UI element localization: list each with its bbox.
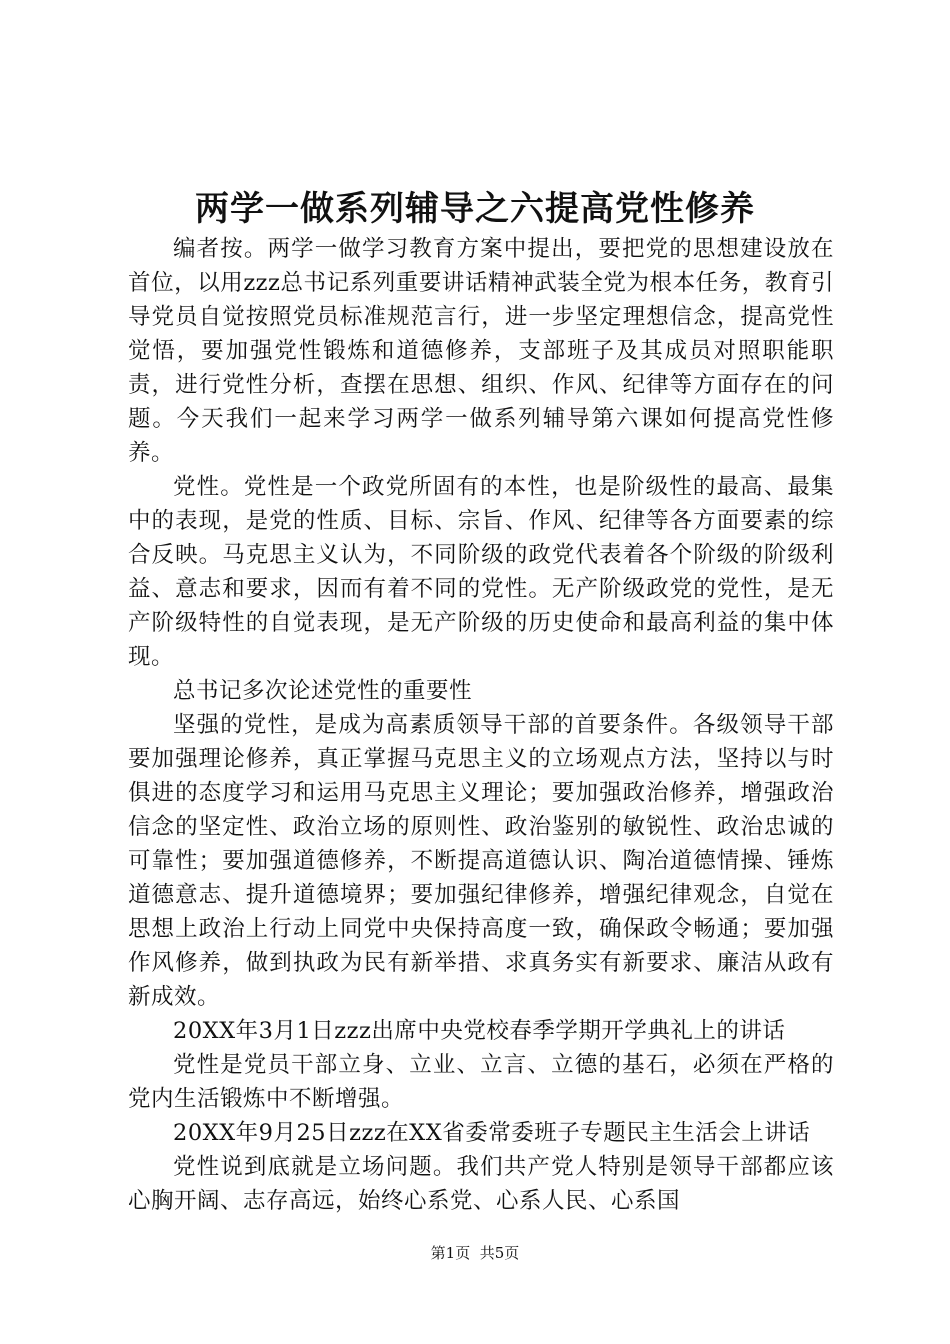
- page-footer: [0, 1243, 950, 1263]
- page-number: 第1页: [430, 1244, 471, 1262]
- page-total: 共5页: [479, 1244, 520, 1262]
- paragraph-source-speech-1: 20XX年3月1日zzz出席中央党校春季学期开学典礼上的讲话: [173, 1018, 786, 1044]
- paragraph-heading-importance: 总书记多次论述党性的重要性: [173, 678, 473, 704]
- document-body: [128, 232, 834, 1218]
- document-title: 两学一做系列辅导之六提高党性修养: [195, 189, 755, 229]
- paragraph-cornerstone: 党性是党员干部立身、立业、立言、立德的基石，必须在严格的党内生活锻炼中不断增强。: [128, 1052, 834, 1112]
- paragraph-strong-party-spirit: 坚强的党性，是成为高素质领导干部的首要条件。各级领导干部要加强理论修养，真正掌握马克思主义的立场观点方法，坚持以与时俱进的态度学习和运用马克思主义理论；要加强政治修养，增强政治信念的坚定性、政治立场的原则性、政治鉴别的敏锐性、政治忠诚的可靠性；要加强道德修养，不断提高道德认识、陶冶道德情操、锤炼道德意志、提升道德境界；要加强纪律修养，增强纪律观念，自觉在思想上政治上行动上同党中央保持高度一致，确保政令畅通；要加强作风修养，做到执政为民有新举措、求真务实有新要求、廉洁从政有新成效。: [128, 712, 834, 1010]
- paragraph-source-speech-2: 20XX年9月25日zzz在XX省委常委班子专题民主生活会上讲话: [173, 1120, 811, 1146]
- paragraph-party-spirit: 党性。党性是一个政党所固有的本性，也是阶级性的最高、最集中的表现，是党的性质、目标、宗旨、作风、纪律等各方面要素的综合反映。马克思主义认为，不同阶级的政党代表着各个阶级的阶级利益、意志和要求，因而有着不同的党性。无产阶级政党的党性，是无产阶级特性的自觉表现，是无产阶级的历史使命和最高利益的集中体现。: [128, 474, 834, 670]
- paragraph-editor-note: 编者按。两学一做学习教育方案中提出，要把党的思想建设放在首位，以用zzz总书记系列重要讲话精神武装全党为根本任务，教育引导党员自觉按照党员标准规范言行，进一步坚定理想信念，提高党性觉悟，要加强党性锻炼和道德修养，支部班子及其成员对照职能职责，进行党性分析，查摆在思想、组织、作风、纪律等方面存在的问题。今天我们一起来学习两学一做系列辅导第六课如何提高党性修养。: [128, 236, 834, 466]
- paragraph-standpoint: 党性说到底就是立场问题。我们共产党人特别是领导干部都应该心胸开阔、志存高远，始终心系党、心系人民、心系国: [128, 1154, 834, 1214]
